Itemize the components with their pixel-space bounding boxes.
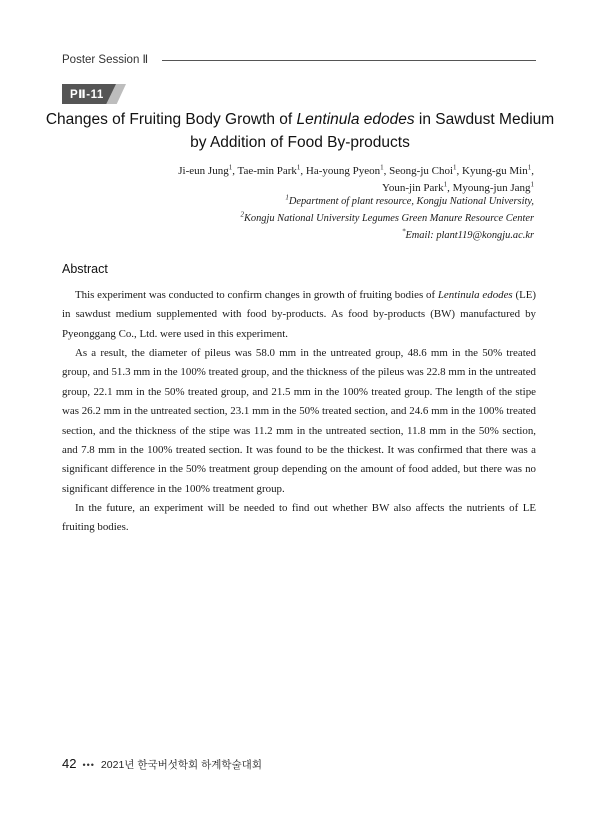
author-name: Myoung-jun Jang <box>452 182 531 194</box>
author-list <box>54 163 534 197</box>
footer-dots: ••• <box>82 760 95 770</box>
author-affiliation-mark: 1 <box>527 163 532 172</box>
affiliation-2 <box>54 211 534 227</box>
page-footer <box>62 755 262 773</box>
abstract-paragraph-2: As a result, the diameter of pileus was 58.0 mm in the untreated group, 48.6 mm in the 50% treated group, and 51.3 mm in the 100% treated group, and the thickness of the pileus was 22.8 mm in the untreated group, 22.1 mm in the 50% treated group, and 21.5 mm in the 100% treated group. The length of the stipe was 26.2 mm in the untreated section, 23.1 mm in the 50% treated section, and 24.6 mm in the 100% treated section, and the thickness of the stipe was 11.2 mm in the untreated section, 11.8 mm in the 50% section, and 7.8 mm in the 100% treated section. It was found to be the thickest. It was confirmed that there was a significant difference in the 50% treatment group depending on the amount of food added, but there was no significant difference in the 100% treatment group. <box>62 347 536 495</box>
author-line-2: Youn-jin Park$^1$, Myoung-jun Jang$^1$ <box>382 180 534 194</box>
affiliation-mark: 2 <box>240 210 244 219</box>
page-number: 42 <box>62 756 77 771</box>
author-name: Tae-min Park <box>237 165 297 177</box>
header-rule <box>162 60 536 61</box>
author-name: Ji-eun Jung <box>178 165 229 177</box>
author-affiliation-mark: 1 <box>296 163 301 172</box>
abstract-paragraph-1 <box>62 286 536 344</box>
paper-title <box>40 108 560 154</box>
author-affiliation-mark: 1 <box>380 163 384 172</box>
abstract-paragraph-3: In the future, an experiment will be needed to find out whether BW also affects the nutrients of LE fruiting bodies. <box>62 502 536 534</box>
author-affiliation-mark: 1 <box>530 180 534 189</box>
author-name: Kyung-gu Min <box>462 165 528 177</box>
author-line-1: Ji-eun Jung$^1$, Tae-min Park$^1$, Ha-young Pyeon$^1$, Seong-ju Choi$^1$, Kyung-gu Min$^1$, <box>178 163 534 177</box>
conference-name: 2021년 한국버섯학회 하계학술대회 <box>100 759 262 771</box>
author-name: Ha-young Pyeon <box>305 165 381 177</box>
author-name: Seong-ju Choi <box>389 165 454 177</box>
author-name: Youn-jin Park <box>382 182 444 194</box>
contact-email <box>54 228 534 244</box>
author-affiliation-mark: 1 <box>453 163 457 172</box>
affiliation-text: Department of plant resource, Kongju National University, <box>288 196 534 207</box>
title-line-2: by Addition of Food By-products <box>190 134 410 151</box>
title-line-1-pre: Changes of Fruiting Body Growth of <box>45 111 297 128</box>
abstract-p1-start: This experiment was conducted to confirm changes in growth of fruiting bodies of <box>75 289 438 301</box>
title-line-1 <box>40 108 560 131</box>
abstract-p1-end: (LE) in sawdust medium supplemented with food by-products. As food by-products (BW) manufactured by Pyeonggang Co., Ltd. were used in this experiment. <box>62 289 537 340</box>
abstract-species: Lentinula edodes <box>437 289 513 301</box>
section-label: Poster Session Ⅱ <box>62 54 149 66</box>
author-affiliation-mark: 1 <box>228 163 233 172</box>
running-header <box>62 52 536 68</box>
affiliation-text: Kongju National University Legumes Green Manure Resource Center <box>243 213 534 224</box>
email-mark: * <box>401 227 406 236</box>
poster-id: PⅡ-11 <box>70 89 104 101</box>
title-line-1-post: in Sawdust Medium <box>414 111 555 128</box>
author-affiliation-mark: 1 <box>443 180 448 189</box>
affiliation-mark: 1 <box>285 193 289 202</box>
abstract-heading: Abstract <box>62 262 108 276</box>
affiliation-1 <box>54 194 534 210</box>
email-text: Email: plant119@kongju.ac.kr <box>405 230 534 241</box>
title-species: Lentinula edodes <box>296 111 415 128</box>
poster-badge <box>62 84 126 104</box>
